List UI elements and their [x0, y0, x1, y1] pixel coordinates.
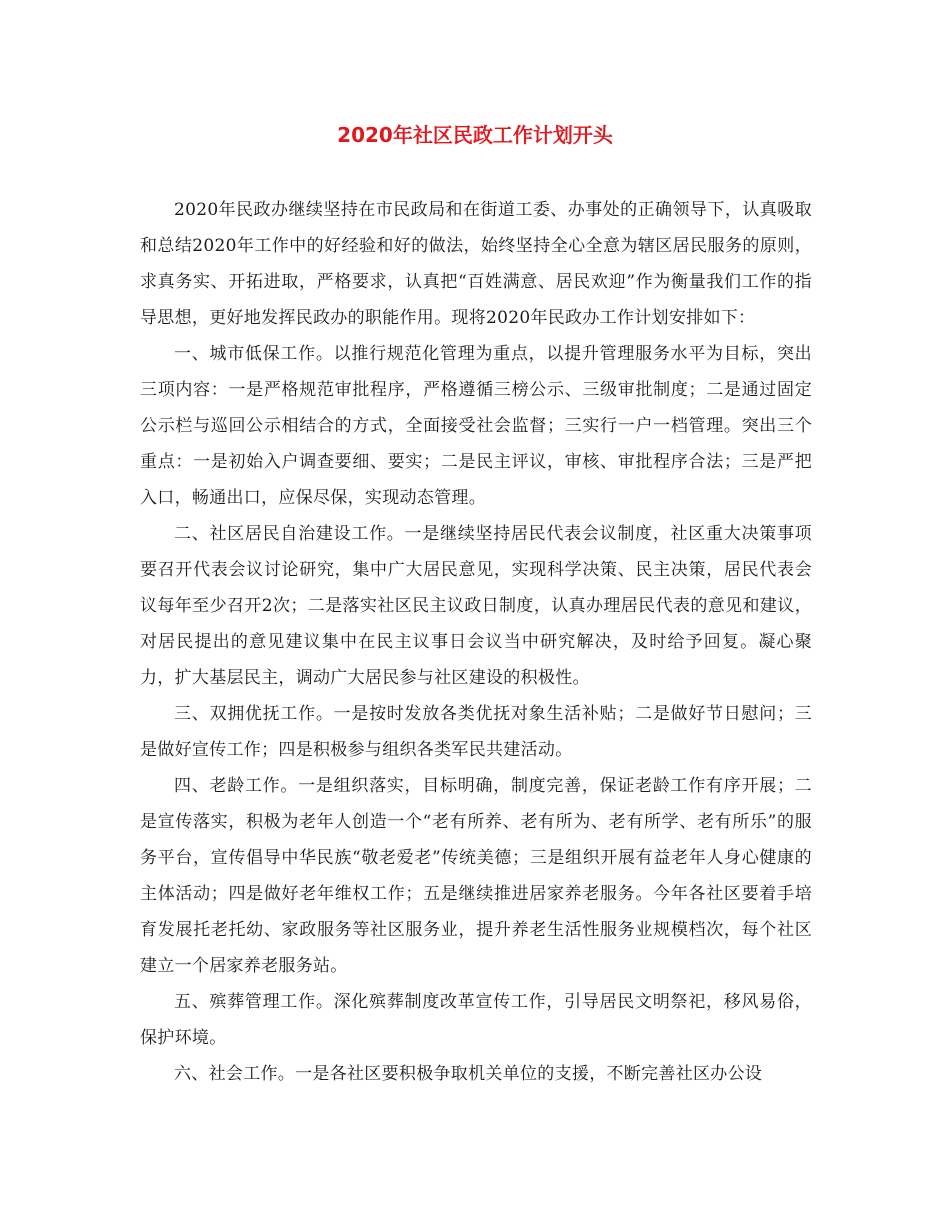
document-body [140, 192, 812, 1092]
paragraph-section-6: 六、社会工作。一是各社区要积极争取机关单位的支援，不断完善社区办公设 [174, 1064, 763, 1084]
paragraph-section-1: 一、城市低保工作。以推行规范化管理为重点，以提升管理服务水平为目标，突出三项内容：一是严格规范审批程序，严格遵循三榜公示、三级审批制度；二是通过固定公示栏与巡回公示相结合的方式，全面接受社会监督；三实行一户一档管理。突出三个重点：一是初始入户调查要细、要实；二是民主评议，审核、审批程序合法；三是严把入口，畅通出口，应保尽保，实现动态管理。 [140, 344, 812, 508]
paragraph-section-3: 三、双拥优抚工作。一是按时发放各类优抚对象生活补贴；二是做好节日慰问；三是做好宣传工作；四是积极参与组织各类军民共建活动。 [140, 704, 812, 760]
document-title: 2020年社区民政工作计划开头 [337, 123, 613, 147]
paragraph-section-5: 五、殡葬管理工作。深化殡葬制度改革宣传工作，引导居民文明祭祀，移风易俗，保护环境。 [140, 992, 812, 1048]
paragraph-section-4: 四、老龄工作。一是组织落实，目标明确，制度完善，保证老龄工作有序开展；二是宣传落实，积极为老年人创造一个“老有所养、老有所为、老有所学、老有所乐”的服务平台，宣传倡导中华民族“敬老爱老”传统美德；三是组织开展有益老年人身心健康的主体活动；四是做好老年维权工作；五是继续推进居家养老服务。今年各社区要着手培育发展托老托幼、家政服务等社区服务业，提升养老生活性服务业规模档次，每个社区建立一个居家养老服务站。 [140, 776, 812, 976]
paragraph-intro: 2020年民政办继续坚持在市民政局和在街道工委、办事处的正确领导下，认真吸取和总结2020年工作中的好经验和好的做法，始终坚持全心全意为辖区居民服务的原则，求真务实、开拓进取，严格要求，认真把“百姓满意、居民欢迎”作为衡量我们工作的指导思想，更好地发挥民政办的职能作用。现将2020年民政办工作计划安排如下： [140, 200, 812, 328]
paragraph-section-2: 二、社区居民自治建设工作。一是继续坚持居民代表会议制度，社区重大决策事项要召开代表会议讨论研究，集中广大居民意见，实现科学决策、民主决策，居民代表会议每年至少召开2次；二是落实社区民主议政日制度，认真办理居民代表的意见和建议，对居民提出的意见建议集中在民主议事日会议当中研究解决，及时给予回复。凝心聚力，扩大基层民主，调动广大居民参与社区建设的积极性。 [140, 524, 812, 688]
